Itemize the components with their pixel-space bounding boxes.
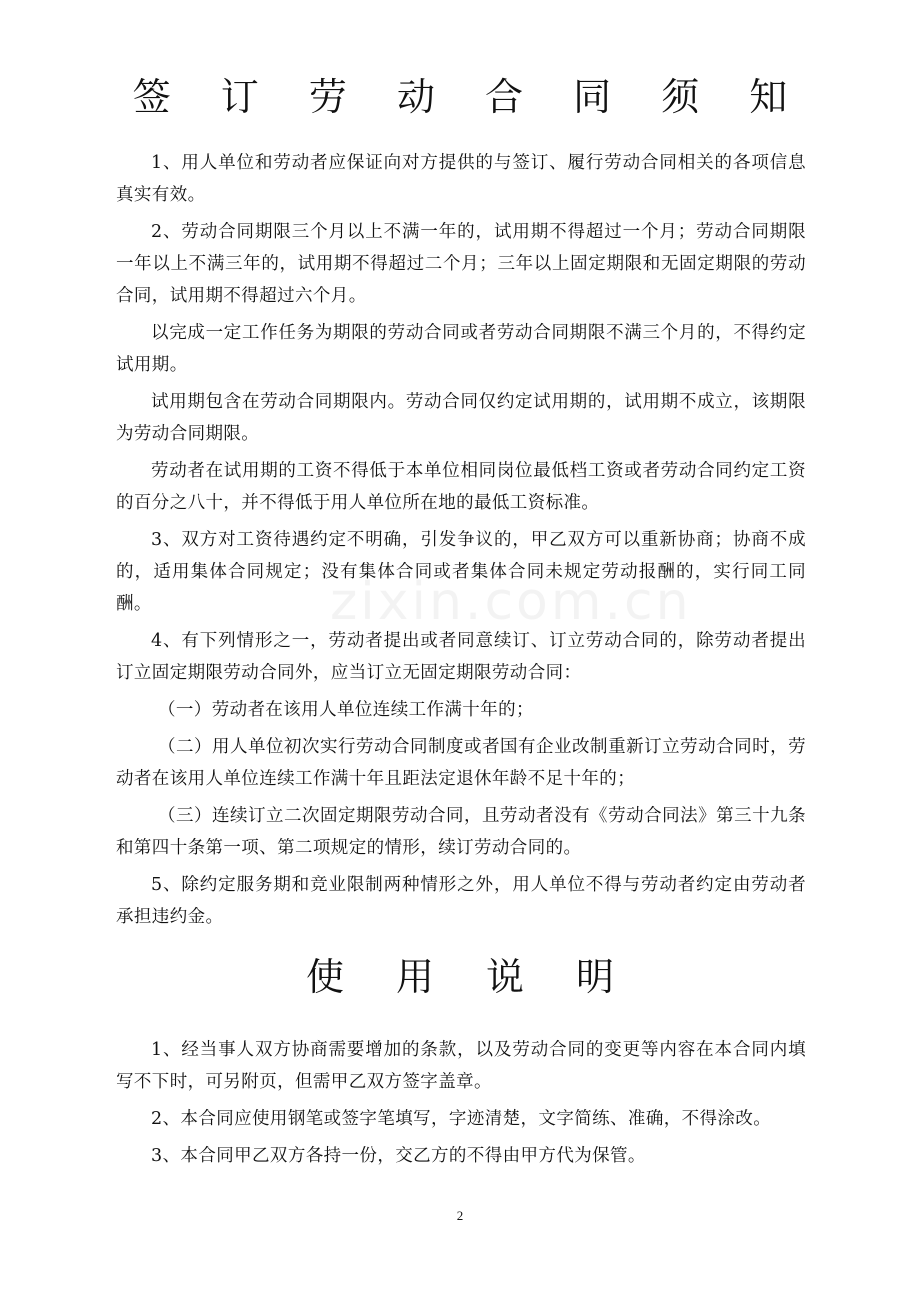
instructions-title-char: 明 [576,955,615,999]
notice-paragraph-5: 劳动者在试用期的工资不得低于本单位相同岗位最低档工资或者劳动合同约定工资的百分之八十，并不得低于用人单位所在地的最低工资标准。 [116,461,806,513]
notice-paragraph-4: 试用期包含在劳动合同期限内。劳动合同仅约定试用期的，试用期不成立，该期限为劳动合同期限。 [116,392,806,444]
instructions-paragraph-1: 1、经当事人双方协商需要增加的条款，以及劳动合同的变更等内容在本合同内填写不下时，可另附页，但需甲乙双方签字盖章。 [116,1040,806,1092]
instructions-title-char: 用 [395,955,434,999]
instructions-title-char: 使 [305,955,344,999]
instructions-paragraph-2: 2、本合同应使用钢笔或签字笔填写，字迹清楚，文字简练、准确，不得涂改。 [151,1109,772,1129]
instructions-paragraph-3: 3、本合同甲乙双方各持一份，交乙方的不得由甲方代为保管。 [151,1146,646,1166]
instructions-title [0,955,920,999]
instructions-body [116,1034,806,1177]
page-number: 2 [456,1208,464,1223]
notice-title: 签 订 劳 动 合 同 须 知 [132,75,807,119]
notice-paragraph-7: 4、有下列情形之一，劳动者提出或者同意续订、订立劳动合同的，除劳动者提出订立固定期限劳动合同外，应当订立无固定期限劳动合同： [116,631,806,683]
notice-paragraph-3: 以完成一定工作任务为期限的劳动合同或者劳动合同期限不满三个月的，不得约定试用期。 [116,323,806,375]
notice-paragraph-6: 3、双方对工资待遇约定不明确，引发争议的，甲乙双方可以重新协商；协商不成的，适用集体合同规定；没有集体合同或者集体合同未规定劳动报酬的，实行同工同酬。 [116,530,806,614]
notice-paragraph-1: 1、用人单位和劳动者应保证向对方提供的与签订、履行劳动合同相关的各项信息真实有效。 [116,153,806,205]
instructions-title-char: 说 [486,955,525,999]
notice-item-3: （三）连续订立二次固定期限劳动合同，且劳动者没有《劳动合同法》第三十九条和第四十条第一项、第二项规定的情形，续订劳动合同的。 [116,806,806,858]
notice-body [116,147,806,938]
notice-paragraph-8: 5、除约定服务期和竞业限制两种情形之外，用人单位不得与劳动者约定由劳动者承担违约金。 [116,875,806,927]
notice-item-2: （二）用人单位初次实行劳动合同制度或者国有企业改制重新订立劳动合同时，劳动者在该用人单位连续工作满十年且距法定退休年龄不足十年的； [116,737,806,789]
notice-item-1: （一）劳动者在该用人单位连续工作满十年的； [158,700,534,720]
notice-paragraph-2: 2、劳动合同期限三个月以上不满一年的，试用期不得超过一个月；劳动合同期限一年以上不满三年的，试用期不得超过二个月；三年以上固定期限和无固定期限的劳动合同，试用期不得超过六个月。 [116,222,806,306]
watermark-text: zixin.com.cn [330,572,692,632]
